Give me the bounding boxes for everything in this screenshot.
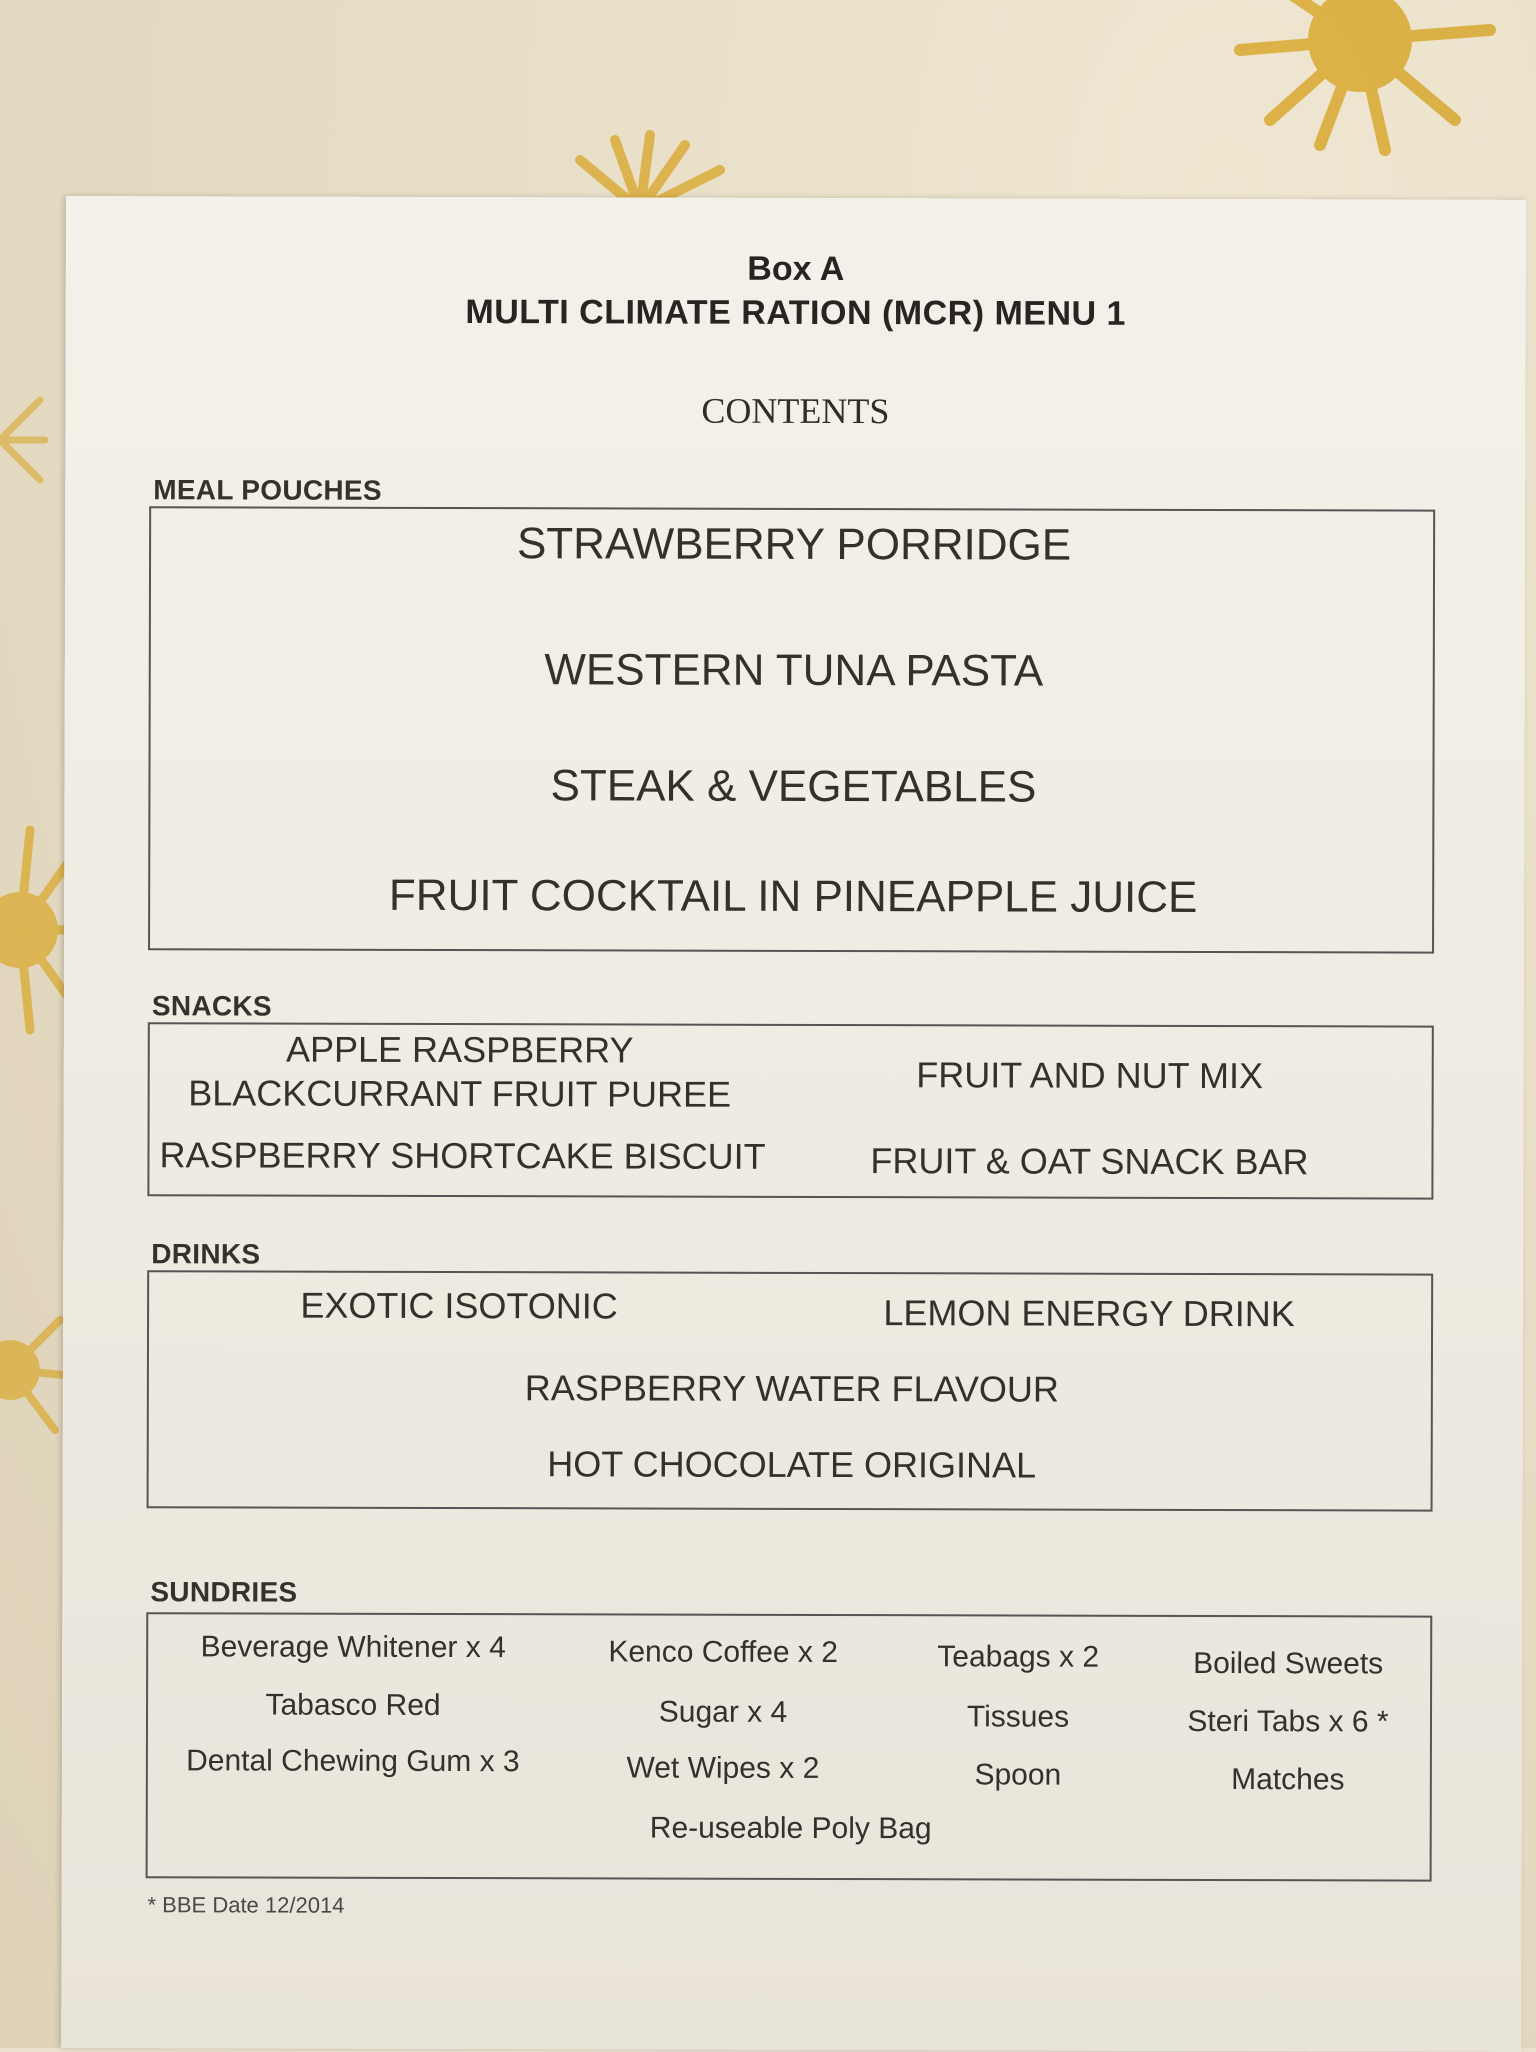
drinks-panel <box>147 1270 1434 1511</box>
sun-motif-top-right-icon <box>1210 0 1510 170</box>
snacks-panel <box>147 1022 1433 1199</box>
snack-item: BLACKCURRANT FRUIT PUREE <box>188 1072 732 1115</box>
menu-sheet <box>61 196 1526 2052</box>
snack-item: FRUIT AND NUT MIX <box>916 1054 1264 1097</box>
menu-title: MULTI CLIMATE RATION (MCR) MENU 1 <box>465 293 1127 333</box>
sundry-item: Kenco Coffee x 2 <box>608 1635 839 1670</box>
sundry-item: Spoon <box>974 1758 1062 1792</box>
sundry-item: Boiled Sweets <box>1193 1646 1384 1681</box>
meal-item: WESTERN TUNA PASTA <box>544 645 1044 696</box>
sundry-item: Re-useable Poly Bag <box>649 1811 932 1846</box>
drink-item: RASPBERRY WATER FLAVOUR <box>524 1367 1059 1410</box>
sundries-label: SUNDRIES <box>150 1576 298 1608</box>
sundry-item: Tabasco Red <box>265 1688 441 1722</box>
meal-pouches-label: MEAL POUCHES <box>153 474 382 506</box>
snacks-label: SNACKS <box>151 990 272 1022</box>
sundry-item: Tissues <box>966 1700 1070 1734</box>
meal-pouches-panel <box>148 506 1435 953</box>
snack-item: FRUIT & OAT SNACK BAR <box>870 1140 1309 1183</box>
drink-item: HOT CHOCOLATE ORIGINAL <box>547 1443 1037 1486</box>
sundries-panel <box>146 1612 1433 1881</box>
box-label: Box A <box>747 249 845 289</box>
meal-item: STEAK & VEGETABLES <box>550 761 1037 812</box>
meal-item: STRAWBERRY PORRIDGE <box>516 519 1072 570</box>
drinks-label: DRINKS <box>151 1238 261 1270</box>
drink-item: LEMON ENERGY DRINK <box>883 1292 1295 1335</box>
sundry-item: Steri Tabs x 6 * <box>1187 1704 1389 1739</box>
sundry-item: Sugar x 4 <box>658 1695 788 1729</box>
sundry-item: Dental Chewing Gum x 3 <box>186 1744 520 1779</box>
sundry-item: Beverage Whitener x 4 <box>200 1630 506 1665</box>
contents-heading: CONTENTS <box>701 390 890 432</box>
sundry-item: Teabags x 2 <box>937 1640 1100 1674</box>
sun-motif-left-top-icon <box>0 380 50 500</box>
meal-item: FRUIT COCKTAIL IN PINEAPPLE JUICE <box>388 870 1198 922</box>
sundry-item: Matches <box>1231 1763 1345 1797</box>
footnote: * BBE Date 12/2014 <box>147 1892 345 1918</box>
sun-motif-left-lower-icon <box>0 1290 70 1450</box>
snack-item: APPLE RASPBERRY <box>285 1028 634 1071</box>
drink-item: EXOTIC ISOTONIC <box>300 1284 618 1327</box>
snack-item: RASPBERRY SHORTCAKE BISCUIT <box>159 1134 766 1177</box>
sundry-item: Wet Wipes x 2 <box>626 1751 820 1785</box>
